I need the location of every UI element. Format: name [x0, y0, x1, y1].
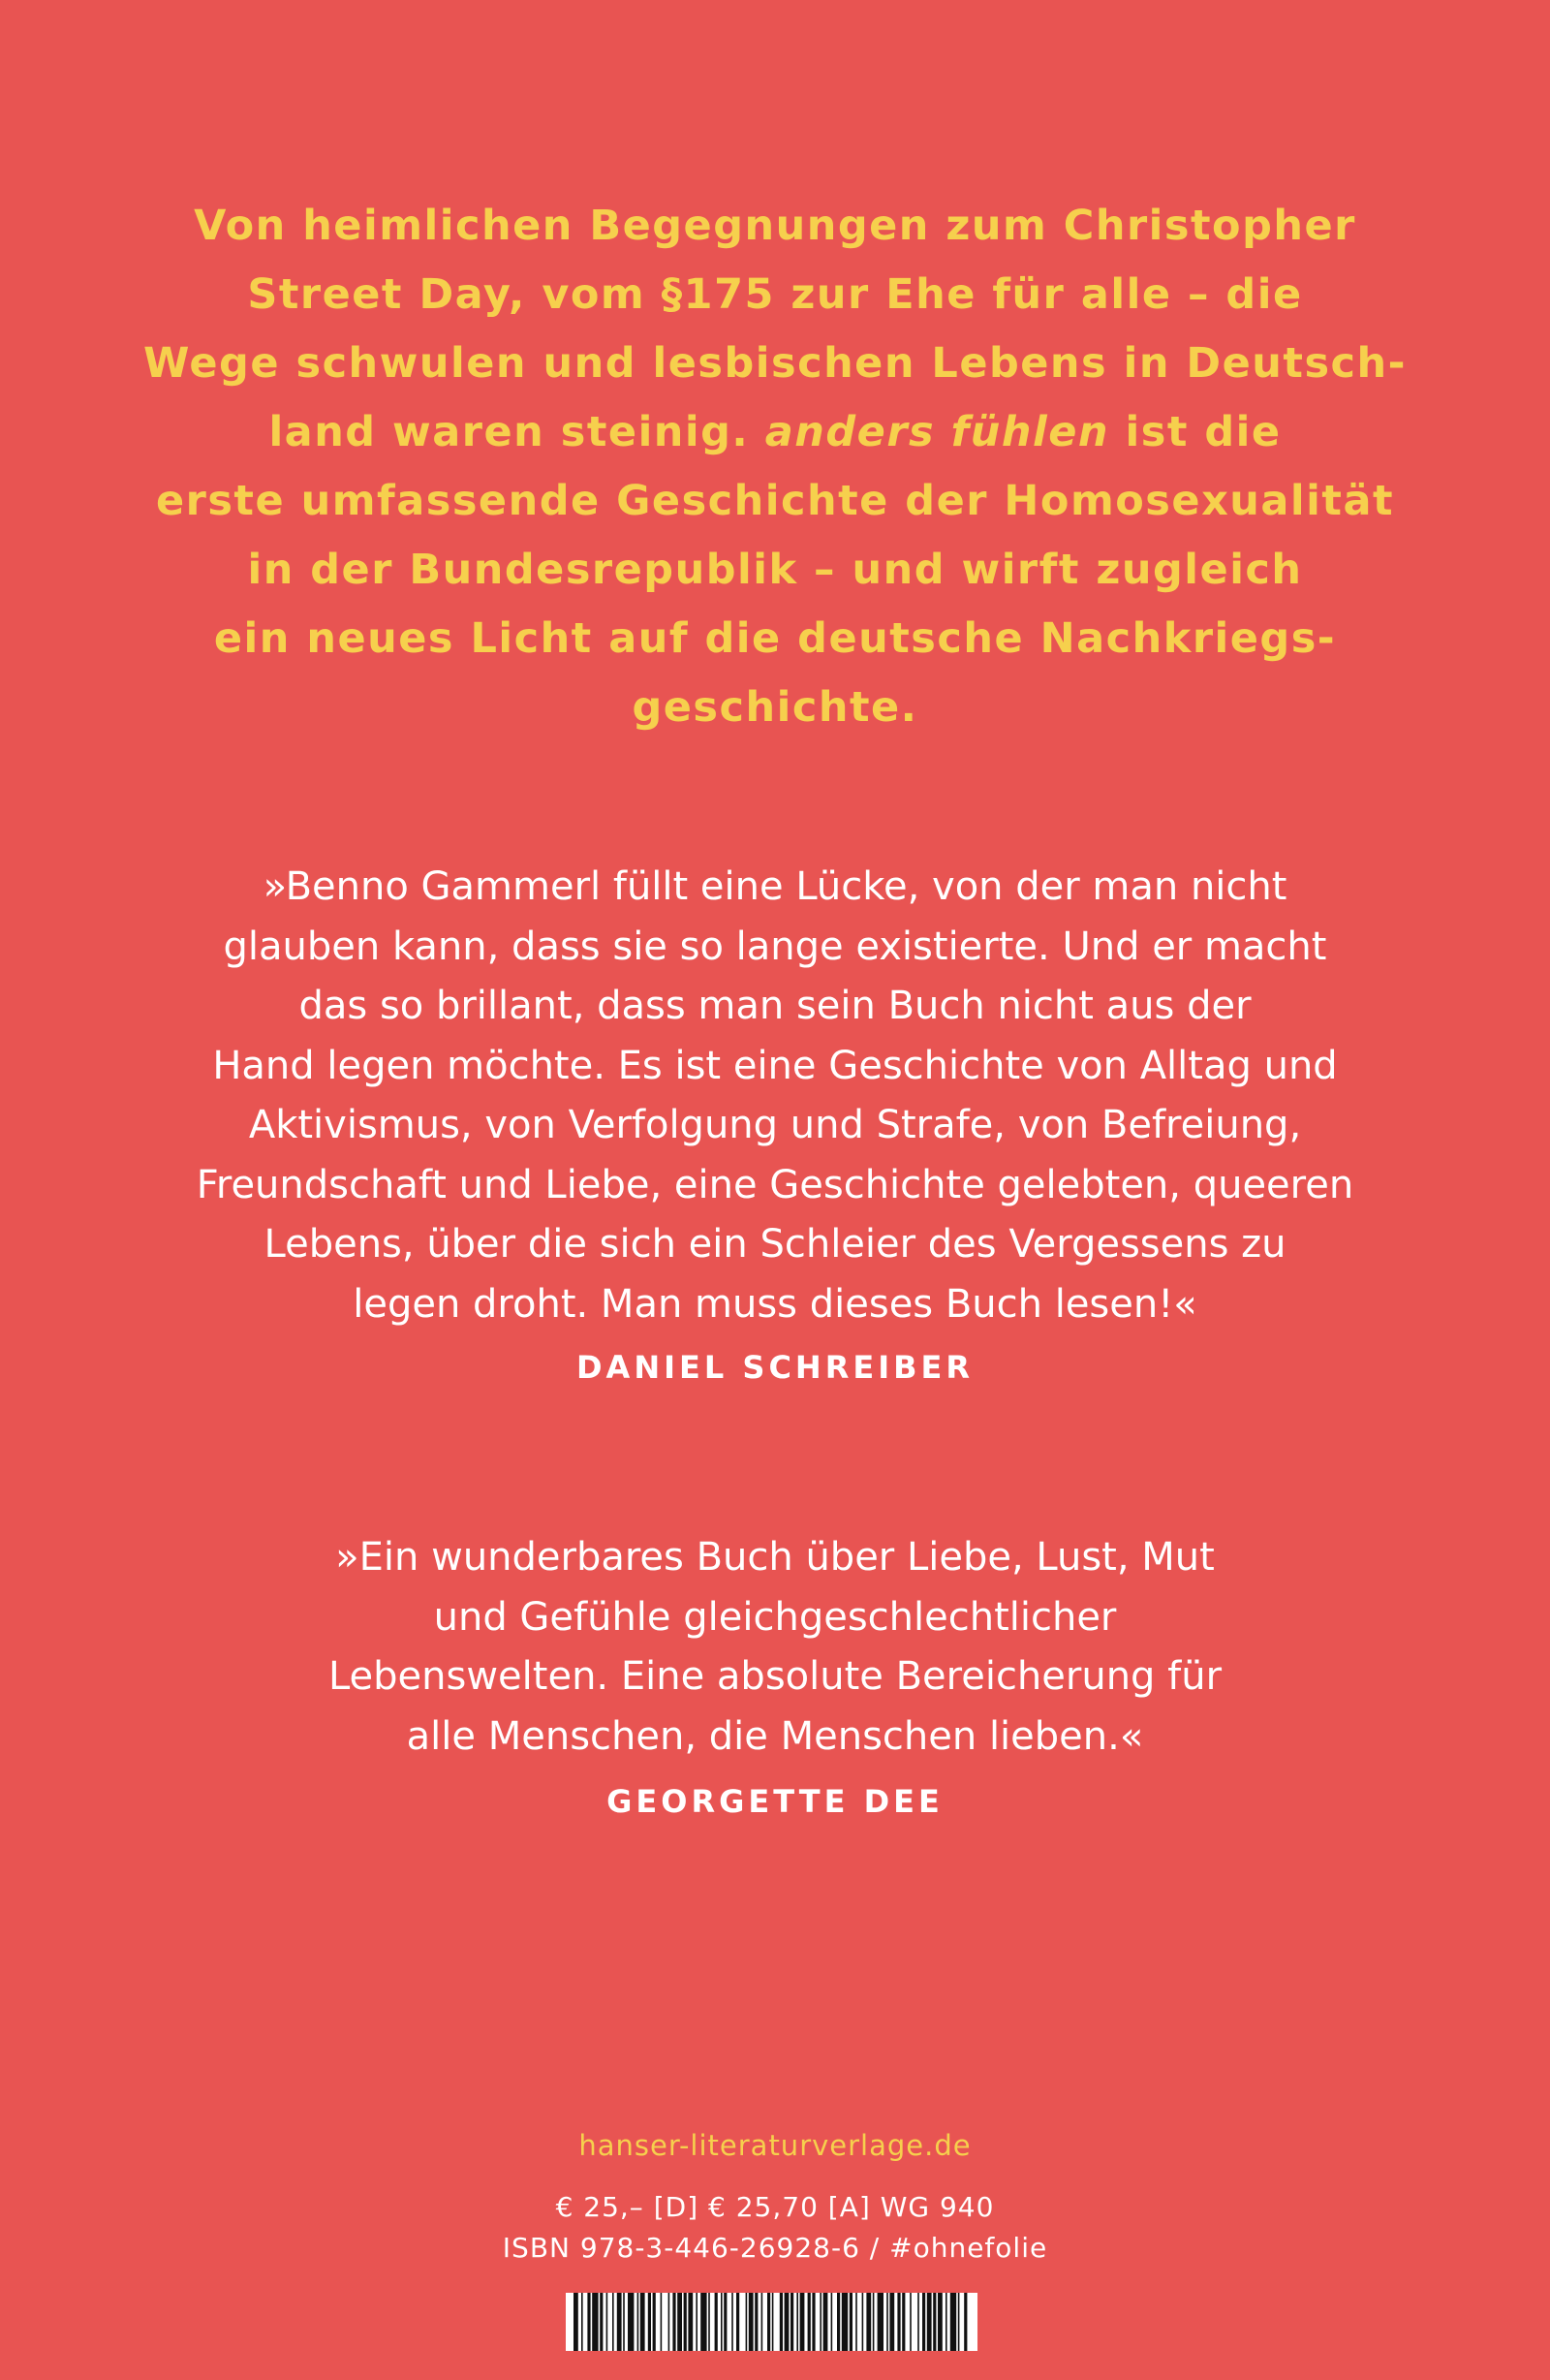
- blurb-line-with-title: [0, 398, 1550, 467]
- review-quote-2: [0, 1528, 1550, 1832]
- isbn-info: ISBN 978-3-446-26928-6 / #ohnefolie: [502, 2232, 1048, 2264]
- price-info: € 25,– [D] € 25,70 [A] WG 940: [555, 2191, 995, 2223]
- quote-line: Hand legen möchte. Es ist eine Geschichte von Alltag und: [212, 1043, 1338, 1088]
- blurb: [0, 192, 1550, 742]
- quote-line: glauben kann, dass sie so lange existierte. Und er macht: [223, 924, 1327, 969]
- quote-line: das so brillant, dass man sein Buch nicht aus der: [298, 984, 1252, 1028]
- quote-line: »Ein wunderbares Buch über Liebe, Lust, Mut: [335, 1535, 1215, 1580]
- book-title: anders fühlen: [764, 408, 1110, 456]
- blurb-text: land waren steinig.: [268, 408, 765, 456]
- blurb-text: ist die: [1109, 408, 1282, 456]
- quote-line: Aktivismus, von Verfolgung und Strafe, von Befreiung,: [248, 1103, 1302, 1147]
- quote-line: Freundschaft und Liebe, eine Geschichte gelebten, queeren: [196, 1162, 1354, 1207]
- blurb-line: Street Day, vom §175 zur Ehe für alle – die: [247, 270, 1303, 319]
- quote-line: Lebenswelten. Eine absolute Bereicherung für: [327, 1654, 1223, 1699]
- review-quote-1: [0, 858, 1550, 1398]
- quote-line: legen droht. Man muss dieses Buch lesen!«: [353, 1281, 1197, 1327]
- quote-line: und Gefühle gleichgeschlechtlicher: [433, 1594, 1117, 1640]
- blurb-line: erste umfassende Geschichte der Homosexualität: [155, 477, 1395, 525]
- quote-author: DANIEL SCHREIBER: [575, 1349, 974, 1386]
- quote-line: Lebens, über die sich ein Schleier des Vergessens zu: [264, 1222, 1286, 1267]
- quote-author: GEORGETTE DEE: [606, 1783, 944, 1820]
- blurb-line: geschichte.: [632, 683, 918, 732]
- barcode-graphic: [566, 2293, 977, 2351]
- blurb-line: in der Bundesrepublik – und wirft zugleich: [247, 546, 1303, 594]
- blurb-line: Von heimlichen Begegnungen zum Christopher: [194, 202, 1356, 250]
- blurb-line: Wege schwulen und lesbischen Lebens in Deutsch-: [143, 339, 1407, 388]
- blurb-line: ein neues Licht auf die deutsche Nachkriegs-: [213, 614, 1337, 663]
- barcode: [566, 2293, 977, 2351]
- quote-line: »Benno Gammerl füllt eine Lücke, von der man nicht: [263, 864, 1287, 909]
- publisher-website: hanser-literaturverlage.de: [578, 2129, 972, 2162]
- quote-line: alle Menschen, die Menschen lieben.«: [406, 1713, 1144, 1759]
